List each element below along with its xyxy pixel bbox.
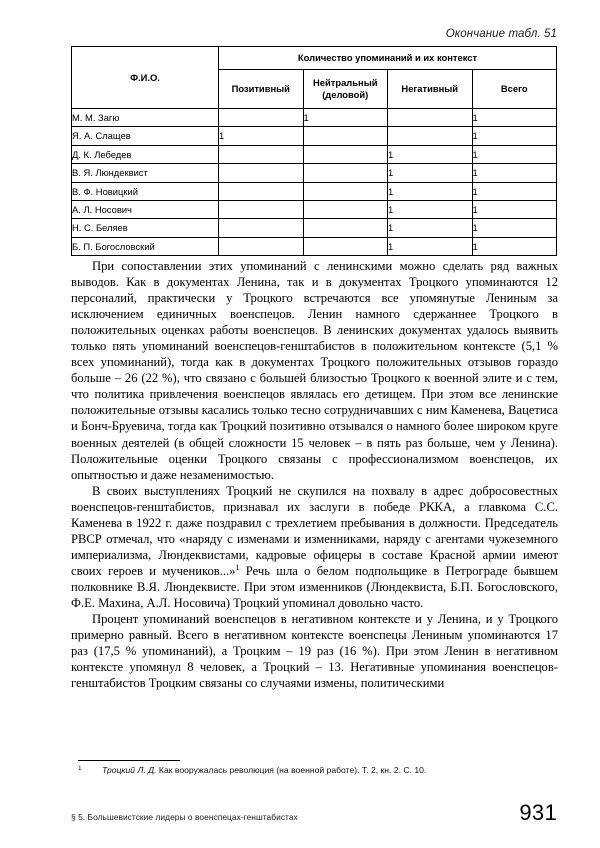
cell-total: 1 [472,219,557,237]
cell-fio: Я. А. Слащев [72,127,219,145]
table-body [72,109,557,256]
cell-positive: 1 [219,127,304,145]
table-row [72,164,557,182]
cell-positive [219,200,304,218]
column-header-group-title: Количество упоминаний и их контекст [219,47,557,70]
column-header-fio: Ф.И.О. [72,47,219,109]
cell-fio: В. Я. Люндеквист [72,164,219,182]
footnote-entry [78,765,548,776]
cell-positive [219,237,304,255]
cell-positive [219,182,304,200]
table-row [72,219,557,237]
table-row [72,182,557,200]
paragraph-2-part2: Речь шла о белом подпольщике в Петрограде бывшем полковнике В.Я. Люндеквисте. При этом изменников (Люндеквиста, Б.П. Богословского, Ф.Е. Махина, А.Л. Носовича) Троцкий упоминал довольно часто. [71,563,558,610]
column-header-negative: Негативный [388,70,473,109]
cell-total: 1 [472,200,557,218]
table-row [72,127,557,145]
cell-positive [219,109,304,127]
cell-positive [219,145,304,163]
cell-total: 1 [472,182,557,200]
footnote-separator-rule [78,760,180,761]
cell-negative: 1 [388,219,473,237]
cell-negative: 1 [388,237,473,255]
column-header-neutral [303,70,388,109]
cell-total: 1 [472,145,557,163]
footnote-text [102,765,548,776]
cell-negative: 1 [388,182,473,200]
cell-neutral [303,219,388,237]
cell-negative: 1 [388,200,473,218]
cell-negative: 1 [388,164,473,182]
footnote-citation: Как вооружалась революция (на военной работе). Т. 2, кн. 2. С. 10. [156,765,427,775]
cell-neutral [303,200,388,218]
mentions-table-wrapper [71,46,557,256]
cell-positive [219,164,304,182]
cell-total: 1 [472,237,557,255]
cell-neutral [303,164,388,182]
cell-negative [388,109,473,127]
table-caption: Окончание табл. 51 [445,28,557,40]
mentions-table [71,46,557,256]
column-header-neutral-line2: (деловой) [322,89,369,100]
column-header-total: Всего [472,70,557,109]
table-row [72,145,557,163]
cell-neutral [303,182,388,200]
paragraph-2-part1: В своих выступлениях Троцкий не скупился на похвалу в адрес добросовестных военспецов-генштабистов, признавал их заслуги в победе РККА, а главкома С.С. Каменева в 1922 г. даже поздравил с трехлетием пребывания в должности. Председатель РВСР отмечал, что «наряду с изменами и изменниками, наряду с агентами чужеземного империализма, Люндеквистами, кадровые офицеры в составе Красной армии имеют своих героев и мучеников...» [71,483,558,578]
body-text [71,258,558,691]
cell-fio: М. М. Загю [72,109,219,127]
cell-neutral [303,127,388,145]
paragraph-1: При сопоставлении этих упоминаний с ленинскими можно сделать ряд важных выводов. Как в документах Ленина, так и в документах Троцкого упоминаются 12 персоналий, практически у Троцкого встречаются все упомянутые Лениным за исключением единичных военспецов. Ленин намного сдержаннее Троцкого в положительных оценках работы военспецов. В ленинских документах удалось выявить только пять упоминаний военспецов-генштабистов в положительном контексте (5,1 % всех упоминаний), тогда как в документах Троцкого положительных отзывов гораздо больше – 26 (22 %), что связано с большей близостью Троцкого к военной элите и с тем, что политика привлечения военспецов являлась его детищем. При этом все ленинские положительные отзывы касались только тесно сотрудничавших с ним Каменева, Вацетиса и Бонч-Бруевича, тогда как Троцкий позитивно отзывался о намного более широком круге военных деятелей (в общей сложности 15 человек – в пять раз больше, чем у Ленина). Положительные оценки Троцкого связаны с профессионализмом военспецов, их опытностью и даже незаменимостью. [71,259,558,482]
table-header [72,47,557,109]
cell-fio: Б. П. Богословский [72,237,219,255]
cell-fio: Д. К. Лебедев [72,145,219,163]
cell-neutral [303,145,388,163]
footnote-author: Троцкий Л. Д. [102,765,157,775]
cell-total: 1 [472,127,557,145]
table-row [72,237,557,255]
cell-positive [219,219,304,237]
cell-negative: 1 [388,145,473,163]
footnote-marker: 1 [78,765,82,772]
column-header-neutral-line1: Нейтральный [313,77,378,89]
page-number: 931 [519,800,557,825]
running-footer: § 5. Большевистские лидеры о военспецах-генштабистах [71,812,298,822]
footnote-reference-marker: 1 [235,562,240,572]
cell-fio: В. Ф. Новицкий [72,182,219,200]
cell-total: 1 [472,164,557,182]
column-header-positive: Позитивный [219,70,304,109]
cell-fio: Н. С. Беляев [72,219,219,237]
paragraph-3: Процент упоминаний военспецов в негативном контексте и у Ленина, и у Троцкого примерно равный. Всего в негативном контексте военспецы Лениным упоминаются 17 раз (17,5 % упоминаний), а Троцким – 19 раз (16 %). При этом Ленин в негативном контексте упомянул 8 человек, а Троцкий – 13. Негативные упоминания военспецов-генштабистов Троцким связаны со случаями измены, политическими [71,612,558,691]
table-header-row-group [72,47,557,70]
cell-neutral: 1 [303,109,388,127]
cell-neutral [303,237,388,255]
table-row [72,109,557,127]
table-row [72,200,557,218]
cell-fio: А. Л. Носович [72,200,219,218]
cell-negative [388,127,473,145]
cell-total: 1 [472,109,557,127]
paragraph-2 [71,483,558,611]
footnote-block [78,760,548,776]
